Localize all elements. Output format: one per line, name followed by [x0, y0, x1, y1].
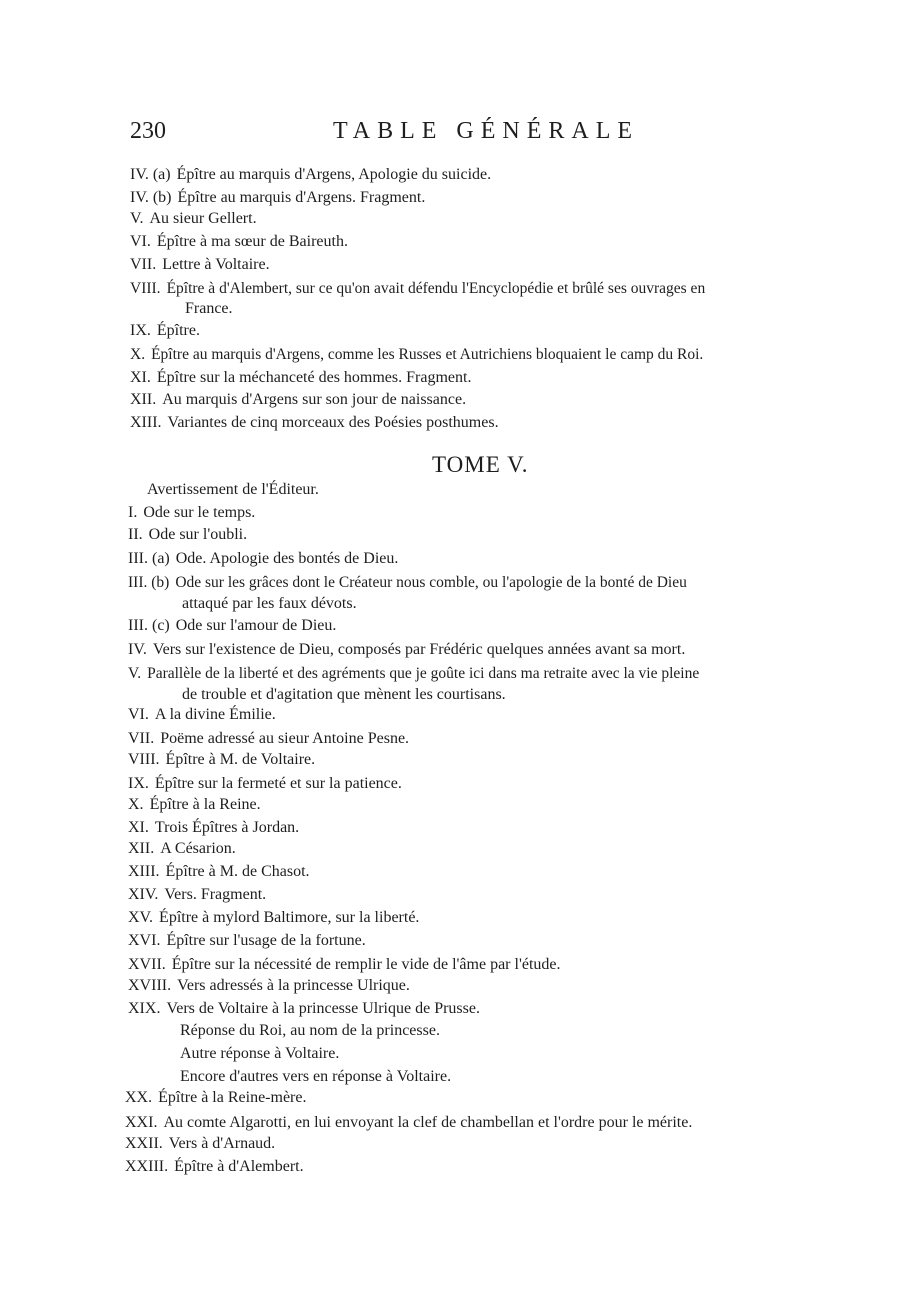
- running-title: TABLE GÉNÉRALE: [333, 118, 640, 144]
- sub-entry: Encore d'autres vers en réponse à Voltaire.: [180, 1068, 452, 1085]
- toc-entry: [128, 729, 409, 749]
- entry-number: V.: [130, 210, 144, 227]
- toc-entry: [125, 1134, 275, 1154]
- entry-title: Ode sur l'oubli.: [148, 526, 248, 543]
- entry-title: Épître sur la fermeté et sur la patience.: [154, 775, 402, 792]
- toc-entry: [128, 839, 236, 859]
- entry-title: Épître à mylord Baltimore, sur la liberté.: [159, 909, 420, 926]
- toc-entry: [128, 573, 687, 593]
- toc-entry: [130, 368, 471, 388]
- entry-number: XIII.: [130, 414, 162, 431]
- toc-entry: [128, 955, 560, 975]
- entry-number: II.: [128, 526, 143, 543]
- entry-title: Parallèle de la liberté et des agréments que je goûte ici dans ma retraite avec la vie pleine: [147, 665, 700, 682]
- entry-title: Épître sur la nécessité de remplir le vide de l'âme par l'étude.: [171, 956, 561, 973]
- entry-number: XXI.: [125, 1114, 158, 1131]
- toc-entry: [128, 549, 398, 569]
- entry-number: VIII.: [130, 280, 161, 297]
- entry-number: XI.: [128, 819, 149, 836]
- entry-title: Vers à d'Arnaud.: [168, 1135, 276, 1152]
- entry-title: Épître au marquis d'Argens. Fragment.: [177, 189, 426, 206]
- entry-number: VI.: [128, 706, 149, 723]
- entry-number: XVIII.: [128, 977, 172, 994]
- toc-entry: [128, 664, 699, 684]
- toc-entry: [130, 209, 257, 229]
- entry-title: A la divine Émilie.: [154, 706, 276, 723]
- entry-number: VII.: [128, 730, 155, 747]
- entry-number: VII.: [130, 256, 157, 273]
- sub-entry: Autre réponse à Voltaire.: [180, 1045, 340, 1062]
- toc-entry: [128, 616, 336, 636]
- entry-title: Avertissement de l'Éditeur.: [147, 481, 319, 498]
- toc-entry: [130, 232, 348, 252]
- toc-entry: [125, 1088, 306, 1108]
- entry-number: XVI.: [128, 932, 161, 949]
- toc-entry: [128, 818, 299, 838]
- entry-continuation: de trouble et d'agitation que mènent les courtisans.: [182, 686, 506, 703]
- entry-title: A Césarion.: [160, 840, 236, 857]
- toc-entry: [128, 999, 480, 1019]
- toc-entry: [128, 750, 315, 770]
- entry-title: Lettre à Voltaire.: [162, 256, 270, 273]
- entry-continuation: attaqué par les faux dévots.: [182, 595, 357, 612]
- entry-continuation: France.: [185, 300, 233, 317]
- entry-title: Épître à M. de Voltaire.: [165, 751, 316, 768]
- toc-entry: [130, 279, 705, 299]
- sub-entry: Réponse du Roi, au nom de la princesse.: [180, 1022, 440, 1039]
- entry-number: XXIII.: [125, 1158, 169, 1175]
- toc-entry: [130, 413, 499, 433]
- entry-number: IV.: [128, 641, 147, 658]
- entry-title: Épître.: [156, 322, 200, 339]
- entry-title: Ode sur le temps.: [143, 504, 256, 521]
- entry-number: V.: [128, 665, 142, 682]
- toc-entry: [130, 321, 200, 341]
- entry-title: Épître à M. de Chasot.: [165, 863, 310, 880]
- entry-number: XIII.: [128, 863, 160, 880]
- entry-number: XVII.: [128, 956, 166, 973]
- entry-number: IV. (a): [130, 166, 171, 183]
- entry-title: Vers. Fragment.: [164, 886, 267, 903]
- toc-entry: [128, 931, 366, 951]
- entry-title: Au marquis d'Argens sur son jour de naissance.: [162, 391, 467, 408]
- entry-number: XIX.: [128, 1000, 161, 1017]
- entry-number: X.: [130, 346, 146, 363]
- toc-entry: [128, 976, 410, 996]
- entry-number: XIV.: [128, 886, 159, 903]
- entry-title: Trois Épîtres à Jordan.: [154, 819, 300, 836]
- toc-entry: [128, 705, 276, 725]
- entry-title: Vers adressés à la princesse Ulrique.: [177, 977, 410, 994]
- entry-title: Épître à d'Alembert.: [174, 1158, 304, 1175]
- entry-number: XV.: [128, 909, 154, 926]
- tome-v-heading: TOME V.: [432, 452, 529, 477]
- entry-number: IV. (b): [130, 189, 172, 206]
- entry-title: Épître au marquis d'Argens, Apologie du suicide.: [176, 166, 492, 183]
- entry-title: Variantes de cinq morceaux des Poésies posthumes.: [167, 414, 499, 431]
- page-header: [0, 114, 900, 150]
- entry-number: XI.: [130, 369, 151, 386]
- entry-number: III. (c): [128, 617, 170, 634]
- entry-title: Épître à la Reine.: [149, 796, 261, 813]
- toc-entry: [128, 503, 255, 523]
- entry-number: XII.: [130, 391, 157, 408]
- entry-title: Vers de Voltaire à la princesse Ulrique de Prusse.: [166, 1000, 480, 1017]
- toc-entry: [128, 640, 685, 660]
- toc-entry: [128, 862, 310, 882]
- entry-number: VIII.: [128, 751, 160, 768]
- toc-entry: [128, 774, 402, 794]
- entry-number: XX.: [125, 1089, 153, 1106]
- toc-entry: [130, 188, 425, 208]
- page-number: 230: [130, 118, 166, 144]
- toc-entry: [128, 885, 266, 905]
- toc-entry: [128, 525, 247, 545]
- toc-entry: [147, 480, 319, 500]
- entry-number: III. (a): [128, 550, 170, 567]
- toc-entry: [130, 390, 466, 410]
- entry-title: Ode. Apologie des bontés de Dieu.: [175, 550, 399, 567]
- entry-number: IX.: [128, 775, 149, 792]
- entry-title: Ode sur les grâces dont le Créateur nous comble, ou l'apologie de la bonté de Dieu: [175, 574, 687, 591]
- toc-entry: [125, 1113, 692, 1133]
- toc-entry: [128, 795, 261, 815]
- toc-entry: [125, 1157, 304, 1177]
- entry-title: Épître à ma sœur de Baireuth.: [156, 233, 348, 250]
- entry-title: Vers sur l'existence de Dieu, composés par Frédéric quelques années avant sa mort.: [152, 641, 686, 658]
- toc-entry: [130, 165, 491, 185]
- entry-title: Poëme adressé au sieur Antoine Pesne.: [160, 730, 410, 747]
- entry-number: IX.: [130, 322, 151, 339]
- entry-title: Ode sur l'amour de Dieu.: [175, 617, 337, 634]
- entry-number: XXII.: [125, 1135, 163, 1152]
- entry-title: Épître sur la méchanceté des hommes. Fragment.: [156, 369, 472, 386]
- entry-title: Épître à la Reine-mère.: [158, 1089, 307, 1106]
- toc-entry: [128, 908, 419, 928]
- toc-entry: [130, 345, 703, 365]
- entry-number: III. (b): [128, 574, 170, 591]
- toc-entry: [130, 255, 270, 275]
- entry-number: X.: [128, 796, 144, 813]
- entry-number: XII.: [128, 840, 155, 857]
- entry-title: Épître au marquis d'Argens, comme les Russes et Autrichiens bloquaient le camp du Roi.: [151, 346, 704, 363]
- entry-number: I.: [128, 504, 138, 521]
- entry-number: VI.: [130, 233, 151, 250]
- entry-title: Au comte Algarotti, en lui envoyant la clef de chambellan et l'ordre pour le mérite.: [163, 1114, 693, 1131]
- entry-title: Au sieur Gellert.: [149, 210, 257, 227]
- entry-title: Épître sur l'usage de la fortune.: [166, 932, 366, 949]
- entry-title: Épître à d'Alembert, sur ce qu'on avait défendu l'Encyclopédie et brûlé ses ouvrages en: [166, 280, 706, 297]
